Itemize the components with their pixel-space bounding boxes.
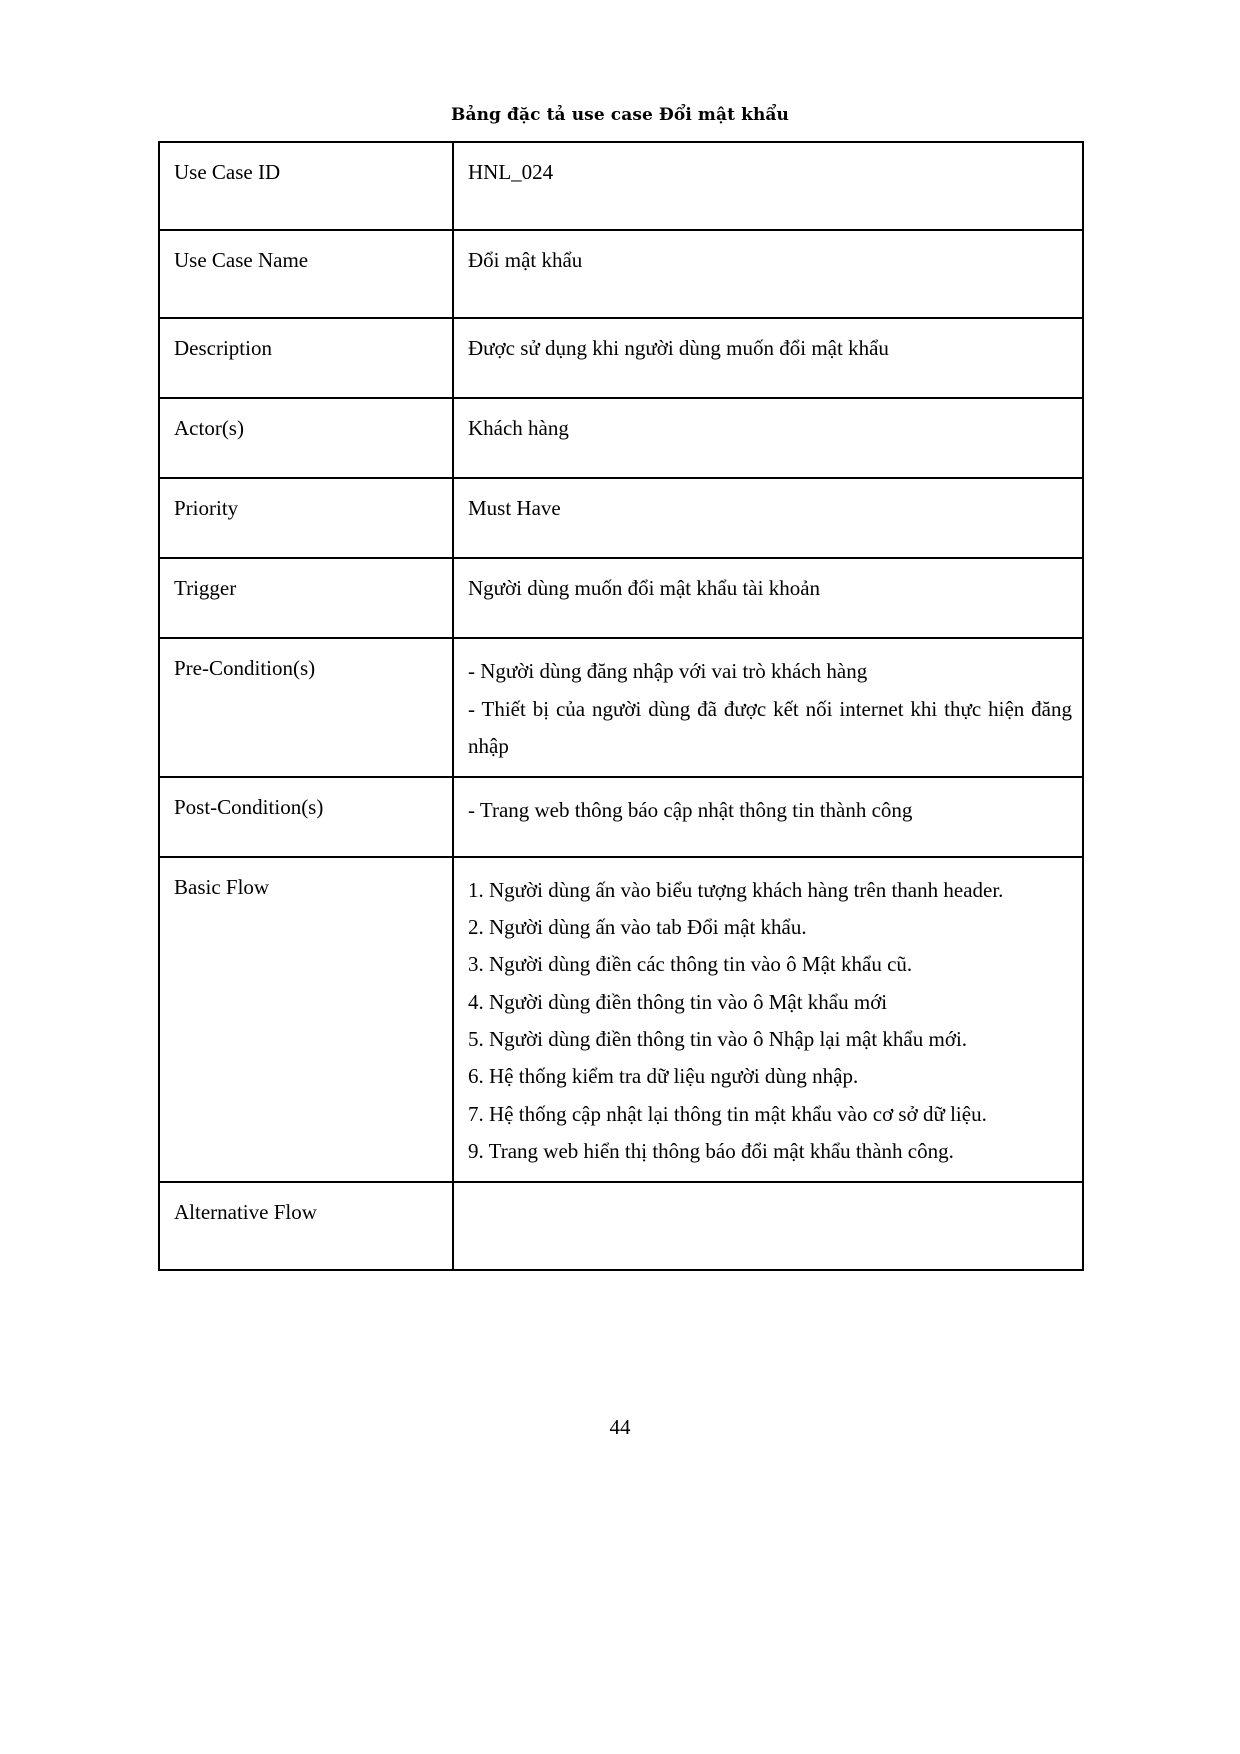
table-row [159,230,1083,318]
basic-flow-step: 2. Người dùng ấn vào tab Đổi mật khẩu. [468,914,807,939]
row-label-alternative-flow: Alternative Flow [159,1182,453,1270]
row-label-trigger: Trigger [159,558,453,638]
row-value-trigger: Người dùng muốn đổi mật khẩu tài khoản [453,558,1083,638]
row-label-description: Description [159,318,453,398]
basic-flow-step: 4. Người dùng điền thông tin vào ô Mật khẩu mới [468,989,888,1014]
row-value-priority: Must Have [453,478,1083,558]
table-row [159,142,1083,230]
table-row [159,777,1083,857]
basic-flow-step: 1. Người dùng ấn vào biểu tượng khách hàng trên thanh header. [468,877,1004,902]
basic-flow-step: 5. Người dùng điền thông tin vào ô Nhập lại mật khẩu mới. [468,1027,968,1052]
table-row [159,638,1083,777]
row-label-pre-condition: Pre-Condition(s) [159,638,453,777]
use-case-specification-table [158,141,1084,1271]
row-value-basic-flow [453,857,1083,1182]
pre-condition-line: - Người dùng đăng nhập với vai trò khách hàng [468,659,868,683]
row-label-actors: Actor(s) [159,398,453,478]
row-value-post-condition [453,777,1083,857]
row-label-use-case-id: Use Case ID [159,142,453,230]
table-row [159,318,1083,398]
row-value-actors: Khách hàng [453,398,1083,478]
table-row [159,857,1083,1182]
row-value-use-case-name: Đổi mật khẩu [453,230,1083,318]
table-row [159,478,1083,558]
row-value-pre-condition [453,638,1083,777]
pre-condition-line: - Thiết bị của người dùng đã được kết nối internet khi thực hiện đăng nhập [468,696,1072,759]
table-caption: Bảng đặc tả use case Đổi mật khẩu [450,105,789,125]
basic-flow-step: 7. Hệ thống cập nhật lại thông tin mật khẩu vào cơ sở dữ liệu. [468,1101,987,1126]
row-value-alternative-flow [453,1182,1083,1270]
page-number: 44 [609,1415,631,1439]
table-body [159,142,1083,1270]
row-label-use-case-name: Use Case Name [159,230,453,318]
table-row [159,1182,1083,1270]
table-row [159,558,1083,638]
basic-flow-step: 9. Trang web hiển thị thông báo đổi mật khẩu thành công. [468,1139,954,1164]
row-value-description: Được sử dụng khi người dùng muốn đổi mật khẩu [453,318,1083,398]
post-condition-line: - Trang web thông báo cập nhật thông tin thành công [468,797,913,822]
basic-flow-step: 3. Người dùng điền các thông tin vào ô Mật khẩu cũ. [468,952,913,977]
row-value-use-case-id: HNL_024 [453,142,1083,230]
basic-flow-step: 6. Hệ thống kiểm tra dữ liệu người dùng nhập. [468,1064,859,1089]
row-label-priority: Priority [159,478,453,558]
row-label-post-condition: Post-Condition(s) [159,777,453,857]
table-row [159,398,1083,478]
row-label-basic-flow: Basic Flow [159,857,453,1182]
